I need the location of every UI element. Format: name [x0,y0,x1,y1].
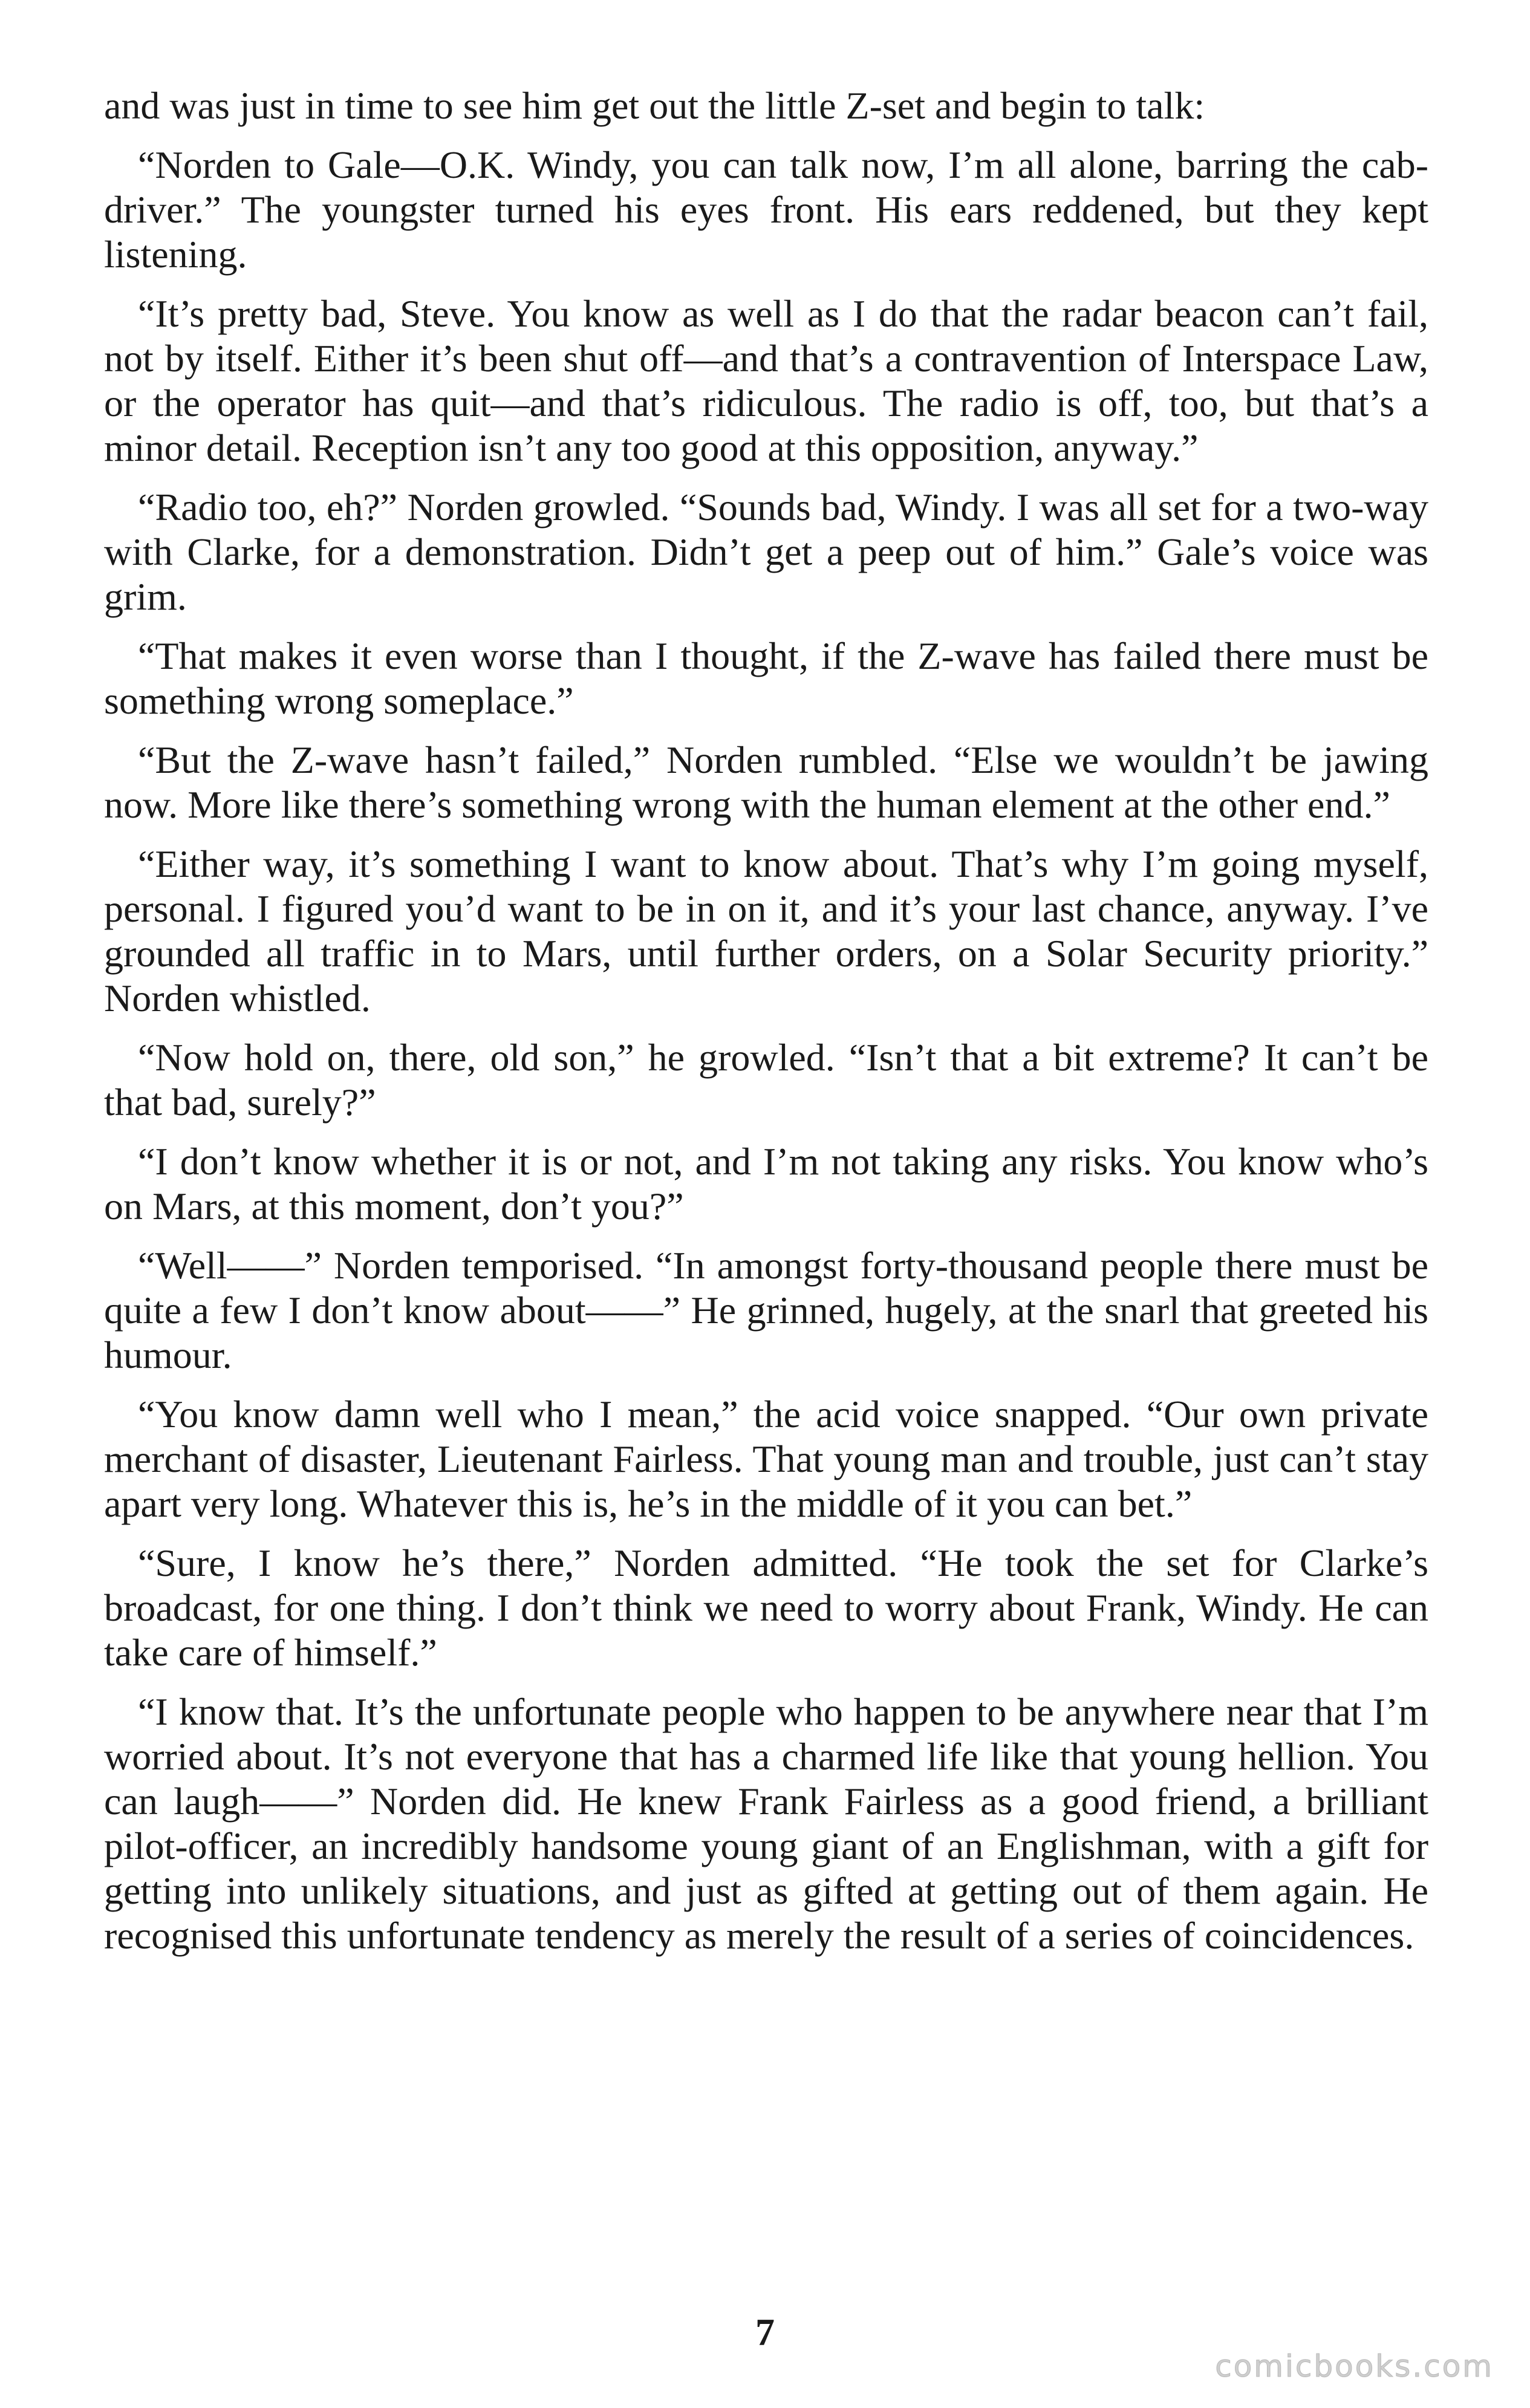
paragraph-1: and was just in time to see him get out the little Z-set and begin to talk: [104,84,1205,127]
paragraph-11: “You know damn well who I mean,” the acid voice snapped. “Our own private merchant of disaster, Lieutenant Fairless. That young man and trouble, just can’t stay apart very long. Whatever this is, he’s in the middle of it you can bet.” [104,1393,1428,1525]
paragraph-8: “Now hold on, there, old son,” he growled. “Isn’t that a bit extreme? It can’t be that bad, surely?” [104,1036,1428,1124]
body-text [104,83,1428,1973]
paragraph-13: “I know that. It’s the unfortunate people who happen to be anywhere near that I’m worried about. It’s not everyone that has a charmed life like that young hellion. You can laugh——” Norden did. He knew Frank Fairless as a good friend, a brilliant pilot-officer, an incredibly handsome young giant of an Englishman, with a gift for getting into unlikely situations, and just as gifted at getting out of them again. He recognised this unfortunate tendency as merely the result of a series of coincidences. [104,1690,1428,1957]
page-number: 7 [755,2311,775,2354]
paragraph-10: “Well——” Norden temporised. “In amongst forty-thousand people there must be quite a few I don’t know about——” He grinned, hugely, at the snarl that greeted his humour. [104,1244,1428,1376]
paragraph-2: “Norden to Gale—O.K. Windy, you can talk now, I’m all alone, barring the cab-driver.” The youngster turned his eyes front. His ears reddened, but they kept listening. [104,143,1428,276]
paragraph-12: “Sure, I know he’s there,” Norden admitted. “He took the set for Clarke’s broadcast, for one thing. I don’t think we need to worry about Frank, Windy. He can take care of himself.” [104,1541,1428,1674]
paragraph-6: “But the Z-wave hasn’t failed,” Norden rumbled. “Else we wouldn’t be jawing now. More like there’s something wrong with the human element at the other end.” [104,738,1428,826]
paragraph-7: “Either way, it’s something I want to know about. That’s why I’m going myself, personal. I figured you’d want to be in on it, and it’s your last chance, anyway. I’ve grounded all traffic in to Mars, until further orders, on a Solar Security priority.” Norden whistled. [104,842,1428,1020]
watermark: comicbooks.com [1215,2349,1494,2384]
paragraph-3: “It’s pretty bad, Steve. You know as well as I do that the radar beacon can’t fail, not by itself. Either it’s been shut off—and that’s a contravention of Interspace Law, or the operator has quit—and that’s ridiculous. The radio is off, too, but that’s a minor detail. Reception isn’t any too good at this opposition, anyway.” [104,292,1428,469]
paragraph-5: “That makes it even worse than I thought, if the Z-wave has failed there must be something wrong someplace.” [104,634,1428,722]
paragraph-9: “I don’t know whether it is or not, and I’m not taking any risks. You know who’s on Mars, at this moment, don’t you?” [104,1140,1428,1228]
paragraph-4: “Radio too, eh?” Norden growled. “Sounds bad, Windy. I was all set for a two-way with Clarke, for a demonstration. Didn’t get a peep out of him.” Gale’s voice was grim. [104,486,1428,618]
